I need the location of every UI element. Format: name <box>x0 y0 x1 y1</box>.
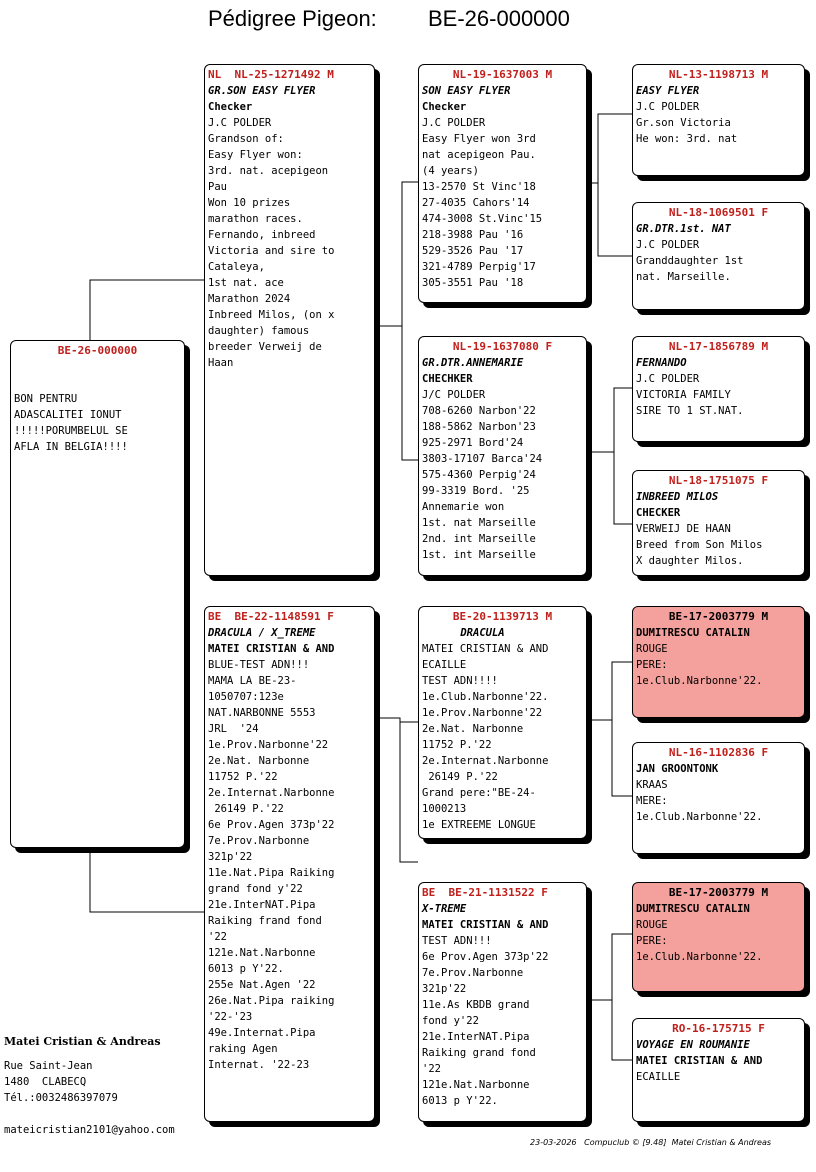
footer-date: 23-03-2026 <box>530 1138 577 1147</box>
card-line: 321p'22 <box>422 983 467 995</box>
card-line: PERE: <box>636 659 668 671</box>
card-line: 11752 P.'22 <box>208 771 278 783</box>
card-line: 3rd. nat. acepigeon <box>208 165 329 177</box>
card-line: PERE: <box>636 935 668 947</box>
pigeon-card-dam-sire[interactable] <box>418 606 587 839</box>
pigeon-card-subject[interactable] <box>10 340 185 848</box>
card-line: Easy Flyer won: <box>208 149 303 161</box>
card-line: (4 years) <box>422 165 479 177</box>
card-line: 1050707:123e <box>208 691 284 703</box>
pigeon-color: CHECHKER <box>422 373 473 385</box>
card-line: '22 <box>208 931 227 943</box>
card-line: Grand pere:"BE-24- <box>422 787 536 799</box>
pigeon-color: Checker <box>422 101 467 113</box>
pigeon-card-sire-dam[interactable] <box>418 336 587 576</box>
card-line: 1e EXTREEME LONGUE <box>422 819 536 831</box>
card-line: MAMA LA BE-23- <box>208 675 297 687</box>
card-line: 121e.Nat.Narbonne <box>422 1079 530 1091</box>
card-line: 305-3551 Pau '18 <box>422 277 524 289</box>
owner-city: 1480 CLABECQ <box>4 1076 87 1088</box>
connector-dam-parents <box>374 718 418 862</box>
card-line: 6013 p Y'22. <box>422 1095 498 1107</box>
card-line: VICTORIA FAMILY <box>636 389 731 401</box>
card-line: BON PENTRU <box>14 393 78 405</box>
card-line: 474-3008 St.Vinc'15 <box>422 213 543 225</box>
card-line: 6e Prov.Agen 373p'22 <box>422 951 549 963</box>
card-line: fond y'22 <box>422 1015 479 1027</box>
card-line: 188-5862 Narbon'23 <box>422 421 536 433</box>
card-line: nat acepigeon Pau. <box>422 149 536 161</box>
connector-subject-sire <box>90 280 204 340</box>
breeder-name: DUMITRESCU CATALIN <box>636 627 750 639</box>
card-line: 2e.Nat. Narbonne <box>422 723 524 735</box>
connector-sire-parents <box>374 182 418 460</box>
card-line: Raiking frand fond <box>208 915 322 927</box>
card-line: 6e Prov.Agen 373p'22 <box>208 819 335 831</box>
owner-phone: Tél.:0032486397079 <box>4 1092 118 1104</box>
card-line: MERE: <box>636 795 668 807</box>
card-line: J.C POLDER <box>636 101 700 113</box>
card-line: 1e.Prov.Narbonne'22 <box>422 707 543 719</box>
ring-number: NL-19-1637080 F <box>452 340 553 353</box>
pigeon-card-sdd[interactable] <box>632 470 805 576</box>
card-line: ECAILLE <box>422 659 467 671</box>
card-line: 26e.Nat.Pipa raiking <box>208 995 335 1007</box>
pigeon-name: FERNANDO <box>636 357 687 369</box>
pigeon-name: DRACULA <box>460 627 505 639</box>
card-line: Annemarie won <box>422 501 505 513</box>
card-line: He won: 3rd. nat <box>636 133 738 145</box>
pigeon-card-dss[interactable] <box>632 606 805 718</box>
card-line: 1st. nat Marseille <box>422 517 536 529</box>
ring-number: BE-17-2003779 M <box>668 886 769 899</box>
card-line: ROUGE <box>636 643 668 655</box>
footer-software: Compuclub © [9.48] <box>584 1138 667 1147</box>
card-line: 1st. int Marseille <box>422 549 536 561</box>
pigeon-card-sire[interactable] <box>204 64 375 576</box>
pigeon-name: GR.DTR.1st. NAT <box>636 223 731 235</box>
ring-number: BE-20-1139713 M <box>452 610 553 623</box>
connector-subject-dam <box>90 848 204 912</box>
ring-number: NL-13-1198713 M <box>668 68 769 81</box>
card-line: 3803-17107 Barca'24 <box>422 453 543 465</box>
pigeon-card-dam-dam[interactable] <box>418 882 587 1122</box>
card-line: 26149 P.'22 <box>422 771 498 783</box>
owner-name: Matei Cristian & Andreas <box>4 1035 161 1048</box>
card-line: Victoria and sire to <box>208 245 335 257</box>
pigeon-card-sire-sire[interactable] <box>418 64 587 303</box>
card-line: 1e.Club.Narbonne'22. <box>422 691 549 703</box>
card-line: 6013 p Y'22. <box>208 963 284 975</box>
card-line: J.C POLDER <box>636 373 700 385</box>
pigeon-name: X-TREME <box>422 903 467 915</box>
card-line: 99-3319 Bord. '25 <box>422 485 530 497</box>
card-line: J.C POLDER <box>636 239 700 251</box>
card-line: VERWEIJ DE HAAN <box>636 523 731 535</box>
card-line: 708-6260 Narbon'22 <box>422 405 536 417</box>
owner-street: Rue Saint-Jean <box>4 1060 93 1072</box>
card-line: nat. Marseille. <box>636 271 731 283</box>
card-line: grand fond y'22 <box>208 883 303 895</box>
card-line: Pau <box>208 181 227 193</box>
card-line: MATEI CRISTIAN & AND <box>422 643 549 655</box>
pigeon-name: INBREED MILOS <box>636 491 719 503</box>
card-line: 2e.Internat.Narbonne <box>208 787 335 799</box>
pigeon-color: CHECKER <box>636 507 681 519</box>
card-line: 529-3526 Pau '17 <box>422 245 524 257</box>
card-line: 2e.Internat.Narbonne <box>422 755 549 767</box>
title-label: Pédigree Pigeon: <box>208 6 377 31</box>
card-line: TEST ADN!!! <box>422 935 492 947</box>
card-line: JRL '24 <box>208 723 259 735</box>
card-line: 925-2971 Bord'24 <box>422 437 524 449</box>
ring-number: NL NL-25-1271492 M <box>208 68 334 81</box>
card-line: Easy Flyer won 3rd <box>422 133 536 145</box>
connector-ds-parents <box>586 662 634 796</box>
card-line: Haan <box>208 357 234 369</box>
card-line: ROUGE <box>636 919 668 931</box>
card-line: breeder Verweij de <box>208 341 322 353</box>
card-line: BLUE-TEST ADN!!! <box>208 659 310 671</box>
ring-number: BE BE-21-1131522 F <box>422 886 548 899</box>
ring-number: BE-17-2003779 M <box>668 610 769 623</box>
card-line: Gr.son Victoria <box>636 117 731 129</box>
card-line: 2nd. int Marseille <box>422 533 536 545</box>
card-line: 121e.Nat.Narbonne <box>208 947 316 959</box>
pigeon-card-dsd[interactable] <box>632 742 805 854</box>
card-line: Won 10 prizes <box>208 197 291 209</box>
card-line: 7e.Prov.Narbonne <box>208 835 310 847</box>
card-line: Marathon 2024 <box>208 293 291 305</box>
ring-number: NL-16-1102836 F <box>668 746 769 759</box>
card-line: KRAAS <box>636 779 668 791</box>
card-line: 7e.Prov.Narbonne <box>422 967 524 979</box>
pigeon-name: DRACULA / X_TREME <box>208 627 316 639</box>
card-line: 1e.Club.Narbonne'22. <box>636 675 763 687</box>
card-line: SIRE TO 1 ST.NAT. <box>636 405 744 417</box>
card-line: Breed from Son Milos <box>636 539 763 551</box>
print-footer <box>530 1138 771 1147</box>
pigeon-card-dds[interactable] <box>632 882 805 992</box>
ring-number: NL-19-1637003 M <box>452 68 553 81</box>
connector-sd-parents <box>586 388 634 524</box>
pigeon-name: GR.DTR.ANNEMARIE <box>422 357 524 369</box>
card-line: J/C POLDER <box>422 389 486 401</box>
title-ring: BE-26-000000 <box>428 6 570 31</box>
pigeon-card-sss[interactable] <box>632 64 805 176</box>
card-line: 1st nat. ace <box>208 277 284 289</box>
card-line: 21e.InterNAT.Pipa <box>422 1031 530 1043</box>
pigeon-card-dam[interactable] <box>204 606 375 1122</box>
owner-email[interactable]: mateicristian2101@yahoo.com <box>4 1124 175 1136</box>
pigeon-color: Checker <box>208 101 253 113</box>
card-line: 218-3988 Pau '16 <box>422 229 524 241</box>
card-line: 2e.Nat. Narbonne <box>208 755 310 767</box>
card-line: 13-2570 St Vinc'18 <box>422 181 536 193</box>
pigeon-name: GR.SON EASY FLYER <box>208 85 316 97</box>
breeder-name: DUMITRESCU CATALIN <box>636 903 750 915</box>
card-line: 1000213 <box>422 803 467 815</box>
card-line: 11e.As KBDB grand <box>422 999 530 1011</box>
card-line: 1e.Club.Narbonne'22. <box>636 951 763 963</box>
card-line: Raiking grand fond <box>422 1047 536 1059</box>
breeder-name: MATEI CRISTIAN & AND <box>636 1055 763 1067</box>
card-line: 26149 P.'22 <box>208 803 284 815</box>
breeder-name: MATEI CRISTIAN & AND <box>422 919 549 931</box>
pigeon-card-ddd[interactable] <box>632 1018 805 1122</box>
card-line: 255e Nat.Agen '22 <box>208 979 316 991</box>
breeder-name: MATEI CRISTIAN & AND <box>208 643 335 655</box>
card-line: daughter) famous <box>208 325 310 337</box>
ring-number: BE BE-22-1148591 F <box>208 610 334 623</box>
connector-dd-parents <box>586 934 634 1060</box>
card-line: ADASCALITEI IONUT <box>14 409 122 421</box>
ring-number: NL-17-1856789 M <box>668 340 769 353</box>
card-line: '22-'23 <box>208 1011 253 1023</box>
card-line: Fernando, inbreed <box>208 229 316 241</box>
pigeon-name: EASY FLYER <box>636 85 700 97</box>
card-line: 321-4789 Perpig'17 <box>422 261 536 273</box>
card-line: 11752 P.'22 <box>422 739 492 751</box>
card-line: 27-4035 Cahors'14 <box>422 197 530 209</box>
card-line: J.C POLDER <box>422 117 486 129</box>
card-line: NAT.NARBONNE 5553 <box>208 707 316 719</box>
pigeon-card-ssd[interactable] <box>632 202 805 310</box>
card-line: Granddaughter 1st <box>636 255 744 267</box>
card-line: X daughter Milos. <box>636 555 744 567</box>
card-line: 321p'22 <box>208 851 253 863</box>
pigeon-card-sds[interactable] <box>632 336 805 442</box>
card-line: TEST ADN!!!! <box>422 675 498 687</box>
ring-number: RO-16-175715 F <box>672 1022 765 1035</box>
card-line: 1e.Prov.Narbonne'22 <box>208 739 329 751</box>
ring-number: NL-18-1751075 F <box>668 474 769 487</box>
card-line: !!!!!PORUMBELUL SE <box>14 425 128 437</box>
connector-ss-parents <box>586 114 634 256</box>
card-line: Cataleya, <box>208 261 265 273</box>
card-line: 11e.Nat.Pipa Raiking <box>208 867 335 879</box>
card-line: 21e.InterNAT.Pipa <box>208 899 316 911</box>
card-line: Grandson of: <box>208 133 284 145</box>
card-line: J.C POLDER <box>208 117 272 129</box>
ring-number: NL-18-1069501 F <box>668 206 769 219</box>
card-line: Inbreed Milos, (on x <box>208 309 335 321</box>
card-line: 1e.Club.Narbonne'22. <box>636 811 763 823</box>
footer-author: Matei Cristian & Andreas <box>671 1138 772 1147</box>
card-line: 575-4360 Perpig'24 <box>422 469 536 481</box>
card-line: 49e.Internat.Pipa <box>208 1027 316 1039</box>
breeder-name: JAN GROONTONK <box>636 763 719 775</box>
card-line: AFLA IN BELGIA!!!! <box>14 441 128 453</box>
card-line: marathon races. <box>208 213 303 225</box>
pigeon-name: SON EASY FLYER <box>422 85 511 97</box>
pigeon-name: VOYAGE EN ROUMANIE <box>636 1039 750 1051</box>
card-line: Internat. '22-23 <box>208 1059 310 1071</box>
card-line: ECAILLE <box>636 1071 681 1083</box>
card-line: '22 <box>422 1063 441 1075</box>
ring-number: BE-26-000000 <box>57 344 138 357</box>
card-line: raking Agen <box>208 1043 278 1055</box>
